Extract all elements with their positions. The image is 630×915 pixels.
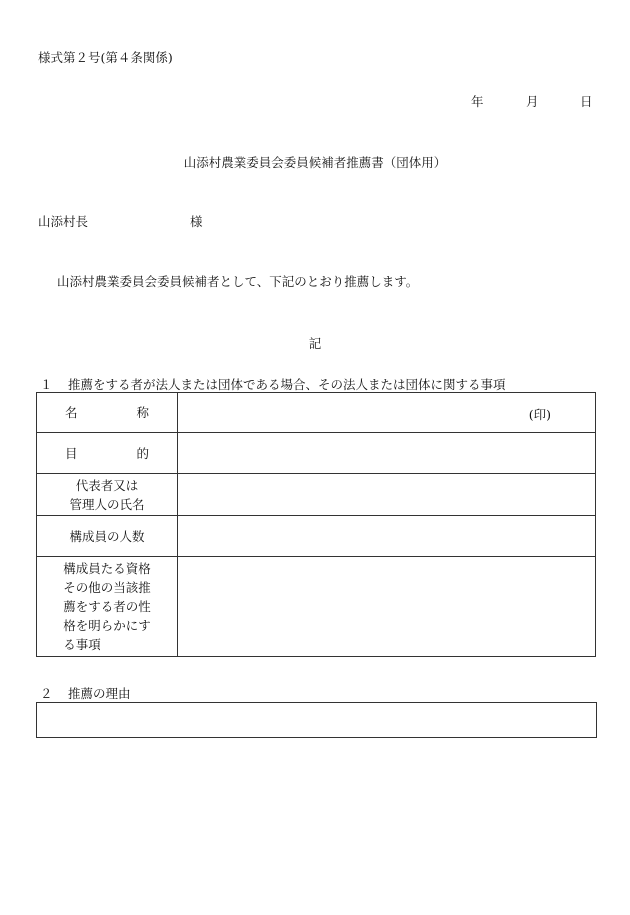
label-purpose-char1: 目 [65,445,78,461]
label-representative-line2: 管理人の氏名 [69,496,145,512]
label-purpose-char2: 的 [136,445,149,461]
table-row-name [37,393,596,433]
label-name-char2: 称 [136,405,149,420]
section2-number: ２ [40,686,53,701]
organization-info-table [36,392,596,657]
date-year-label: 年 [471,94,484,109]
label-qualifications-line3: 薦をする者の性 [63,599,151,614]
qualifications-field[interactable] [178,557,596,657]
member-count-field[interactable] [178,516,596,557]
addressee-honorific: 様 [190,214,203,229]
section1-number: １ [40,377,53,392]
section1-title: 推薦をする者が法人または団体である場合、その法人または団体に関する事項 [68,377,506,392]
table-row-qualifications [37,557,596,657]
label-name-char1: 名 [65,405,78,420]
section1-heading [40,375,506,393]
label-qualifications-line1: 構成員たる資格 [63,561,151,576]
recommendation-statement: 山添村農業委員会委員候補者として、下記のとおり推薦します。 [57,274,419,289]
table-row-representative [37,474,596,516]
label-purpose [37,433,178,474]
document-title: 山添村農業委員会委員候補者推薦書（団体用） [183,155,447,170]
label-qualifications [37,557,178,657]
date-day-label: 日 [580,94,593,109]
table-row-purpose [37,433,596,474]
label-qualifications-line4: 格を明らかにす [63,618,151,633]
form-number: 様式第２号(第４条関係) [38,50,173,65]
table-row-member-count [37,516,596,557]
purpose-field[interactable] [178,433,596,474]
ki-heading: 記 [308,336,322,351]
name-field[interactable] [178,393,596,433]
label-member-count [37,516,178,557]
date-month-label: 月 [526,94,539,109]
label-qualifications-line5: る事項 [63,637,101,652]
section2-heading [40,684,131,702]
label-representative-line1: 代表者又は [75,477,139,493]
seal-mark: (印) [528,407,551,422]
label-qualifications-line2: その他の当該推 [63,580,151,595]
representative-field[interactable] [178,474,596,516]
addressee-name: 山添村長 [38,214,89,229]
label-name [37,393,178,433]
label-member-count-text: 構成員の人数 [69,528,145,544]
section2-title: 推薦の理由 [68,686,131,701]
label-representative [37,474,178,516]
reason-field[interactable] [36,702,597,738]
